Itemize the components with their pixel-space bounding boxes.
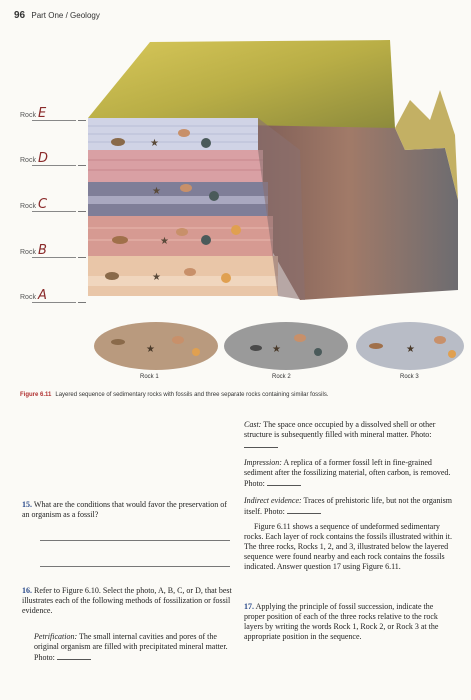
svg-text:★: ★ (406, 344, 415, 355)
q16-text: Refer to Figure 6.10. Select the photo, A, B, C, or D, that best illustrates each of the following methods of fossilization or fossil evidence. (22, 586, 232, 615)
svg-text:★: ★ (160, 236, 169, 247)
page-number: 96 (14, 10, 26, 21)
petrification-answer-blank[interactable] (57, 652, 91, 660)
rock-e-letter: E (37, 106, 47, 121)
rock-c-label: Rock C (20, 197, 48, 212)
rock-b-letter: B (37, 243, 47, 258)
q15-answer-line-2[interactable] (40, 566, 230, 567)
rock-e-label: Rock E (20, 106, 47, 121)
starfish-icon: ★ (150, 138, 159, 149)
rock-d-letter: D (37, 151, 48, 166)
question-16 (22, 586, 232, 616)
rock-a-arrow (78, 302, 86, 303)
rock-1-sample (94, 322, 218, 370)
rock-2-name: Rock 2 (272, 374, 291, 380)
svg-text:★: ★ (272, 344, 281, 355)
rock-2-sample (224, 322, 348, 370)
plateau-surface (88, 40, 395, 130)
rock-a-letter: A (37, 288, 47, 303)
rock-d-label: Rock D (20, 151, 48, 166)
figure-number: Figure 6.11 (20, 392, 52, 398)
question-15 (22, 500, 232, 520)
rock-e-arrow (78, 120, 86, 121)
figure-caption-text: Layered sequence of sedimentary rocks with fossils and three separate rocks containing similar fossils. (55, 392, 329, 398)
rock-c-letter: C (37, 197, 48, 212)
question-17 (244, 602, 456, 642)
rock-d-arrow (78, 165, 86, 166)
q15-answer-line-1[interactable] (40, 540, 230, 541)
petrification-definition: Petrification: The small internal cavities and pores of the original organism are filled with precipitated mineral matter. Photo: (34, 632, 228, 662)
rock-a-label: Rock A (20, 288, 47, 303)
svg-text:★: ★ (152, 186, 161, 197)
q16-number: 16. (22, 586, 32, 595)
rock-c-line (32, 211, 76, 212)
cast-answer-blank[interactable] (244, 440, 278, 448)
cast-definition: Cast: The space once occupied by a dissolved shell or other structure is subsequently filled with mineral matter. Photo: (244, 420, 456, 451)
q15-number: 15. (22, 500, 32, 509)
svg-text:★: ★ (152, 272, 161, 283)
rock-c-arrow (78, 211, 86, 212)
figure-caption (20, 392, 460, 398)
indirect-evidence-definition: Indirect evidence: Traces of prehistoric life, but not the organism itself. Photo: (244, 496, 452, 516)
rock-b-arrow (78, 257, 86, 258)
impression-definition: Impression: A replica of a former fossil left in fine-grained sediment after the fossilizing material, often carbon, is removed. Photo: (244, 458, 451, 488)
rock-3-name: Rock 3 (400, 374, 419, 380)
rock-a-line (32, 302, 76, 303)
rock-b-line (32, 257, 76, 258)
rock-b-label: Rock B (20, 243, 47, 258)
rock-e-line (32, 120, 76, 121)
impression-answer-blank[interactable] (267, 478, 301, 486)
indirect-answer-blank[interactable] (287, 506, 321, 514)
svg-text:★: ★ (146, 344, 155, 355)
layer-b (88, 216, 273, 256)
section-title: Part One / Geology (31, 11, 100, 20)
figure-paragraph: Figure 6.11 shows a sequence of undeformed sedimentary rocks. Each layer of rock contains the fossils illustrated within it. The three rocks, Rocks 1, 2, and 3, illustrated below the layered sequence were found nearby and each rock contains the fossils indicated. Answer question 17 using Figure 6.11. (244, 522, 452, 571)
layer-d (88, 150, 263, 182)
layer-e (88, 118, 258, 150)
q17-number: 17. (244, 602, 254, 611)
layer-c (88, 182, 268, 216)
q15-text: What are the conditions that would favor the preservation of an organism as a fossil? (22, 500, 227, 519)
q17-text: Applying the principle of fossil succession, indicate the proper position of each of the three rocks relative to the rock layers by writing the words Rock 1, Rock 2, or Rock 3 at the appropriate position in the sequence. (244, 602, 439, 641)
rock-d-line (32, 165, 76, 166)
rock-1-name: Rock 1 (140, 374, 159, 380)
